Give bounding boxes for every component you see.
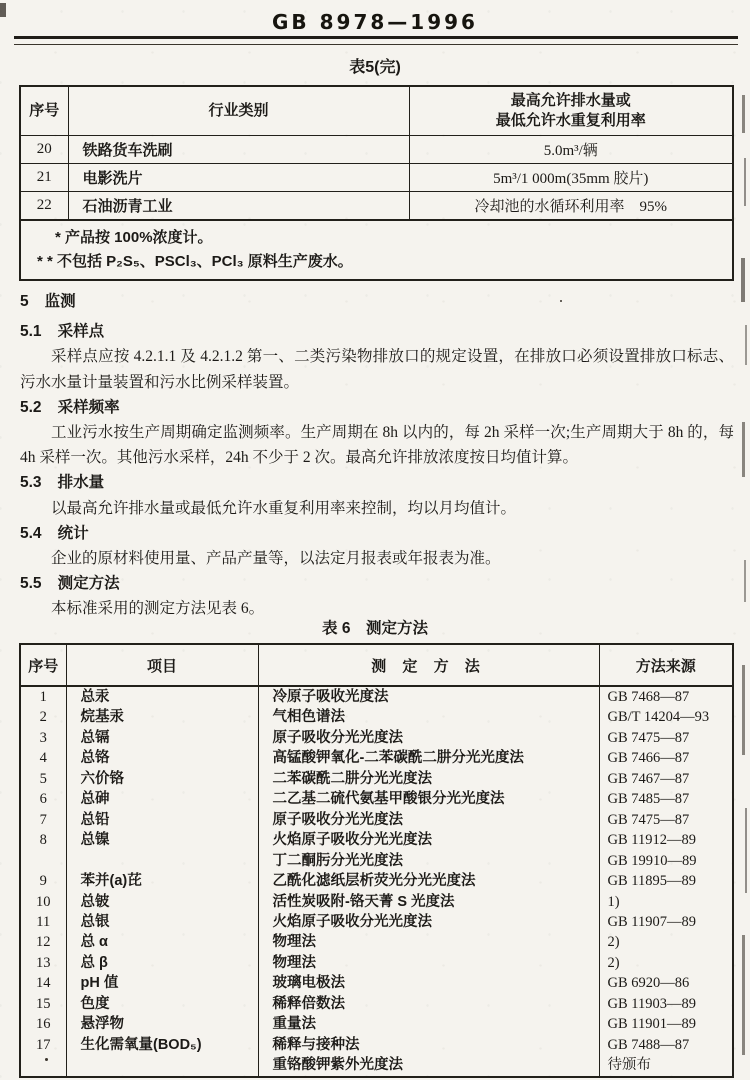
subsection-number: 5.4 (20, 524, 42, 542)
table-row (20, 912, 733, 932)
method-name: 重量法 (258, 1014, 599, 1034)
header-rule (14, 36, 738, 45)
item-name: 烷基汞 (66, 707, 258, 727)
table5-col-limit-line1: 最高允许排水量或 (510, 92, 631, 109)
industry-name: 铁路货车洗刷 (68, 136, 409, 164)
subsection-paragraph: 企业的原材料使用量、产品产量等，以法定月报表或年报表为准。 (51, 550, 501, 568)
method-source: 1) (607, 893, 620, 910)
row-number: 7 (20, 810, 66, 830)
method-source: GB 7475—87 (607, 729, 690, 746)
item-name: 总镉 (66, 728, 258, 748)
method-name: 稀释倍数法 (258, 994, 599, 1014)
subsection-paragraph: 采样点应按 4.2.1.1 及 4.2.1.2 第一、二类污染物排放口的规定设置，在排放口必须设置排放口标志、污水水量计量装置和污水比例采样装置。 (20, 348, 734, 391)
method-name: 物理法 (258, 932, 599, 952)
subsection (20, 319, 734, 395)
item-name: 总 β (66, 953, 258, 973)
subsection-paragraph: 工业污水按生产周期确定监测频率。生产周期在 8h 以内的，每 2h 采样一次;生产周期大于 8h 的，每 4h 采样一次。其他污水采样，24h 不少于 2 次。最高允许排放浓度按日均值计算。 (20, 424, 734, 467)
row-number: 12 (20, 932, 66, 952)
row-number (20, 851, 66, 871)
row-number: 2 (20, 707, 66, 727)
item-name: 总银 (66, 912, 258, 932)
method-name: 乙酰化滤纸层析荧光分光光度法 (258, 871, 599, 891)
table-row (20, 1055, 733, 1076)
method-source: GB 11912—89 (607, 832, 696, 849)
row-number (20, 1055, 66, 1076)
method-source: 2) (607, 934, 620, 951)
method-name: 活性炭吸附-铬天菁 S 光度法 (258, 892, 599, 912)
method-name: 物理法 (258, 953, 599, 973)
table-row (20, 769, 733, 789)
subsection-paragraph: 以最高允许排水量或最低允许水重复利用率来控制，均以月均值计。 (51, 499, 517, 517)
row-number: 14 (20, 973, 66, 993)
table5-col-limit-line2: 最低允许水重复利用率 (495, 112, 646, 129)
subsection-number: 5.5 (20, 575, 42, 593)
subsection (20, 571, 734, 621)
industry-name: 石油沥青工业 (68, 192, 409, 221)
item-name: 总铍 (66, 892, 258, 912)
method-source: GB 11907—89 (607, 913, 696, 930)
row-number: 16 (20, 1014, 66, 1034)
row-number: 6 (20, 789, 66, 809)
table-row (20, 686, 733, 707)
table-row (20, 810, 733, 830)
footnote-1: * 产品按 100%浓度计。 (55, 229, 213, 246)
method-name: 原子吸收分光光度法 (258, 810, 599, 830)
method-name: 玻璃电极法 (258, 973, 599, 993)
item-name (66, 1055, 258, 1076)
method-source: GB 7467—87 (607, 770, 690, 787)
method-name: 二乙基二硫代氨基甲酸银分光光度法 (258, 789, 599, 809)
method-source: GB 7485—87 (607, 791, 690, 808)
table5-col-industry: 行业类别 (68, 86, 409, 136)
row-number: 13 (20, 953, 66, 973)
method-source: GB/T 14204—93 (607, 709, 710, 726)
table6-col-item: 项目 (66, 644, 258, 686)
method-name: 稀释与接种法 (258, 1035, 599, 1055)
table6-header-row (20, 644, 733, 686)
item-name: pH 值 (66, 973, 258, 993)
item-name (66, 851, 258, 871)
row-number: 8 (20, 830, 66, 850)
table6-title: 表 6 测定方法 (322, 620, 428, 637)
item-name: 总 α (66, 932, 258, 952)
item-name: 总铬 (66, 748, 258, 768)
row-number: 20 (20, 136, 68, 164)
section-number: 5 (20, 293, 29, 310)
subsection-heading (20, 470, 734, 495)
row-number: 4 (20, 748, 66, 768)
subsection-paragraph: 本标准采用的测定方法见表 6。 (51, 600, 265, 618)
method-source: GB 11895—89 (607, 873, 696, 890)
item-name: 总铅 (66, 810, 258, 830)
doc-number: GB 8978—1996 (272, 10, 478, 34)
method-name: 二苯碳酰二肼分光光度法 (258, 769, 599, 789)
table-row (20, 953, 733, 973)
subsection-title: 采样点 (57, 323, 105, 341)
table-row (20, 994, 733, 1014)
method-source: GB 7466—87 (607, 750, 690, 767)
row-number: 1 (20, 686, 66, 707)
item-name: 色度 (66, 994, 258, 1014)
method-name: 丁二酮肟分光光度法 (258, 851, 599, 871)
table-row (20, 748, 733, 768)
subsection (20, 395, 734, 471)
table6-col-method: 测 定 方 法 (258, 644, 599, 686)
table-row (20, 1014, 733, 1034)
method-source: 2) (607, 954, 620, 971)
method-name: 冷原子吸收光度法 (258, 686, 599, 707)
subsection-heading (20, 319, 734, 344)
item-name: 苯并(a)芘 (66, 871, 258, 891)
item-name: 六价铬 (66, 769, 258, 789)
row-number: 21 (20, 164, 68, 192)
table5 (19, 85, 734, 281)
table-row (20, 830, 733, 850)
method-source: GB 6920—86 (607, 975, 690, 992)
method-name: 重铬酸钾紫外光度法 (258, 1055, 599, 1076)
method-source: GB 19910—89 (607, 852, 697, 869)
limit-value: 5.0m³/辆 (409, 136, 733, 164)
row-number: 17 (20, 1035, 66, 1055)
table5-col-limit (409, 86, 733, 136)
item-name: 总汞 (66, 686, 258, 707)
method-source: GB 11903—89 (607, 995, 696, 1012)
table-row (20, 136, 733, 164)
table-row (20, 192, 733, 221)
table6-col-no: 序号 (20, 644, 66, 686)
table5-col-no: 序号 (20, 86, 68, 136)
item-name: 悬浮物 (66, 1014, 258, 1034)
row-number: 9 (20, 871, 66, 891)
table-row (20, 1035, 733, 1055)
table5-header-row (20, 86, 733, 136)
table-row (20, 892, 733, 912)
item-name: 总砷 (66, 789, 258, 809)
table6 (19, 643, 734, 1078)
item-name: 生化需氧量(BOD₅) (66, 1035, 258, 1055)
row-number: 15 (20, 994, 66, 1014)
subsection-heading (20, 395, 734, 420)
subsection (20, 521, 734, 571)
table-row (20, 871, 733, 891)
method-name: 原子吸收分光光度法 (258, 728, 599, 748)
table-row (20, 164, 733, 192)
table-row (20, 728, 733, 748)
subsection-number: 5.2 (20, 398, 42, 416)
subsection-number: 5.1 (20, 323, 42, 341)
table6-col-source: 方法来源 (599, 644, 733, 686)
table-row (20, 789, 733, 809)
row-number: 22 (20, 192, 68, 221)
table-row (20, 973, 733, 993)
table5-title: 表5(完) (349, 59, 401, 76)
table-row (20, 932, 733, 952)
method-source: GB 11901—89 (607, 1016, 696, 1033)
footnote-2: * * 不包括 P₂S₅、PSCl₃、PCl₃ 原料生产废水。 (37, 253, 353, 270)
row-number: 10 (20, 892, 66, 912)
method-name: 气相色谱法 (258, 707, 599, 727)
method-source: GB 7488—87 (607, 1036, 690, 1053)
table-row (20, 851, 733, 871)
subsection-heading (20, 521, 734, 546)
table-row (20, 707, 733, 727)
row-number: 5 (20, 769, 66, 789)
method-source: 待颁布 (607, 1057, 651, 1074)
table5-footnote-row (20, 220, 733, 280)
subsection-heading (20, 571, 734, 596)
item-name: 总镍 (66, 830, 258, 850)
subsection (20, 470, 734, 520)
subsection-title: 统计 (57, 524, 89, 542)
industry-name: 电影洗片 (68, 164, 409, 192)
limit-value: 5m³/1 000m(35mm 胶片) (409, 164, 733, 192)
method-source: GB 7468—87 (607, 689, 690, 705)
subsection-title: 采样频率 (57, 398, 120, 416)
row-number: 3 (20, 728, 66, 748)
row-number: 11 (20, 912, 66, 932)
method-name: 火焰原子吸收分光光度法 (258, 912, 599, 932)
method-name: 火焰原子吸收分光光度法 (258, 830, 599, 850)
section-5 (20, 289, 734, 622)
subsection-number: 5.3 (20, 474, 42, 492)
subsection-title: 排水量 (57, 474, 105, 492)
section-heading (20, 289, 734, 314)
subsection-title: 测定方法 (57, 575, 120, 593)
limit-value: 冷却池的水循环利用率 95% (409, 192, 733, 221)
method-name: 高锰酸钾氧化-二苯碳酰二肼分光光度法 (258, 748, 599, 768)
section-title: 监测 (44, 293, 76, 310)
method-source: GB 7475—87 (607, 811, 690, 828)
